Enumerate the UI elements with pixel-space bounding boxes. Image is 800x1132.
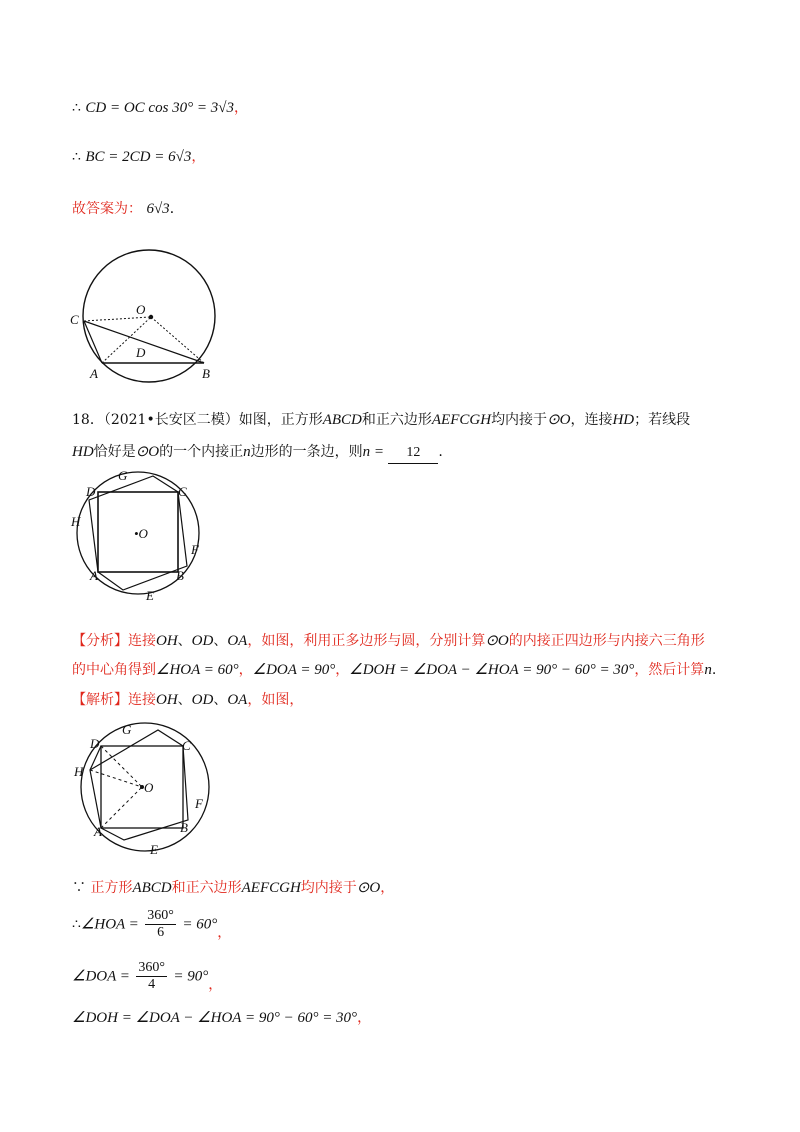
label-a: A [90, 568, 98, 583]
square-name: ABCD [132, 880, 172, 896]
center-point [149, 315, 153, 319]
circle-figure-2 [68, 466, 218, 606]
equation-hoa [72, 908, 231, 941]
separator: 、 [177, 633, 192, 649]
label-o: O [136, 302, 146, 317]
label-d: D [136, 345, 146, 360]
n-equals: n = [362, 444, 384, 460]
text: 正方形 [90, 880, 133, 896]
text: ，然后计算 [634, 662, 705, 678]
answer-blank: 12 [388, 443, 438, 464]
analysis-line-2 [72, 660, 716, 680]
because-line [72, 878, 394, 898]
question-18-line-2 [72, 442, 443, 464]
period: . [438, 444, 443, 460]
question-source: （2021•长安区二模） [103, 412, 239, 428]
circle-symbol: ⊙O [135, 444, 160, 460]
text: 如图，正方形 [238, 412, 323, 428]
label-e: E [146, 588, 154, 603]
fraction [136, 960, 167, 993]
label-c: C [70, 312, 79, 327]
label-b: B [176, 568, 184, 583]
text: 恰好是 [93, 444, 136, 460]
angle-hoa: ∠HOA = 60° [156, 662, 239, 678]
segment-hd: HD [612, 412, 635, 428]
solution-tag: 【解析】 [72, 692, 128, 708]
text: 的内接正四边形与内接六三角形 [508, 633, 705, 649]
label-a: A [90, 366, 98, 381]
label-o: •O [134, 526, 148, 541]
equation-doa [72, 960, 222, 993]
label-g: G [122, 722, 132, 737]
bc-formula: BC = 2CD = 6√3 [85, 149, 192, 165]
solution-line-bc [72, 147, 205, 167]
hexagon-name: AEFCGH [241, 880, 301, 896]
therefore-symbol: ∴ [72, 916, 81, 933]
label-c: C [178, 484, 187, 499]
numerator: 360° [138, 960, 165, 975]
period: ． [169, 201, 184, 217]
segment-oa [101, 787, 142, 828]
label-d: D [90, 736, 100, 751]
text: 和正六边形 [361, 412, 432, 428]
text: 连接 [128, 633, 156, 649]
text: 边形的一条边，则 [250, 444, 363, 460]
comma: ， [208, 976, 223, 993]
text: 的中心角得到 [72, 662, 156, 678]
cd-formula: CD = OC cos 30° = 3√3 [85, 100, 235, 116]
separator: 、 [213, 692, 228, 708]
circle-symbol: ⊙O [356, 880, 381, 896]
because-symbol: ∵ [72, 880, 86, 896]
label-h: H [71, 514, 81, 529]
period: . [711, 662, 717, 678]
comma: ， [335, 662, 350, 678]
numerator: 360° [147, 908, 174, 923]
variable-n: n [704, 662, 712, 678]
label-e: E [150, 842, 158, 857]
label-g: G [118, 468, 128, 483]
label-f: F [191, 542, 199, 557]
answer-value: 6√3 [146, 201, 170, 217]
segment-od: OD [191, 633, 214, 649]
text: 和正六边形 [171, 880, 242, 896]
text: ，连接 [570, 412, 613, 428]
denominator: 4 [148, 977, 156, 992]
segment-oh: OH [156, 633, 178, 649]
comma: ， [234, 100, 249, 116]
label-h: H [74, 764, 84, 779]
segment-oa: OA [227, 633, 248, 649]
angle-doa-lhs: ∠DOA = [72, 968, 130, 985]
angle-doa: ∠DOA = 90° [252, 662, 336, 678]
answer-line [72, 199, 184, 219]
text: ；若线段 [634, 412, 691, 428]
label-d: D [86, 484, 96, 499]
circle-symbol: ⊙O [485, 633, 509, 649]
solution-line-cd [72, 98, 248, 118]
square-name: ABCD [322, 412, 362, 428]
question-18-line-1 [72, 410, 690, 430]
circle-symbol: ⊙O [547, 412, 571, 428]
text: 的一个内接正 [159, 444, 244, 460]
comma: ， [238, 662, 253, 678]
variable-n: n [243, 444, 251, 460]
segment-od: OD [191, 692, 214, 708]
label-b: B [202, 366, 210, 381]
segment-ca [84, 321, 102, 363]
segment-co [84, 317, 151, 321]
label-b: B [180, 820, 188, 835]
angle-doh-formula: ∠DOH = ∠DOA − ∠HOA = 90° − 60° = 30° [72, 1010, 358, 1026]
label-a: A [94, 824, 102, 839]
comma: ， [191, 149, 206, 165]
text: 均内接于 [300, 880, 357, 896]
separator: 、 [213, 633, 228, 649]
text: 均内接于 [491, 412, 548, 428]
text: 连接 [128, 692, 156, 708]
therefore-symbol: ∴ [72, 149, 81, 165]
solution-line [72, 690, 303, 710]
circle-figure-1 [64, 248, 234, 388]
angle-doa-result: = 90° [173, 968, 209, 985]
answer-label: 故答案为： [72, 201, 142, 217]
segment-oh [90, 770, 142, 787]
circle-figure-3 [68, 712, 218, 860]
angle-doh: ∠DOH = ∠DOA − ∠HOA = 90° − 60° = 30° [349, 662, 635, 678]
analysis-line-1 [72, 631, 705, 651]
equation-doh [72, 1008, 371, 1028]
segment-bo [151, 317, 204, 363]
label-o: O [144, 780, 154, 795]
segment-oa: OA [227, 692, 248, 708]
comma: ， [357, 1010, 372, 1026]
label-f: F [195, 796, 203, 811]
fraction [145, 908, 176, 941]
analysis-tag: 【分析】 [72, 633, 128, 649]
comma: ， [217, 924, 232, 941]
label-c: C [182, 738, 191, 753]
hexagon-name: AEFCGH [431, 412, 492, 428]
comma: ， [380, 880, 395, 896]
text: ，如图， [247, 692, 304, 708]
segment-oh: OH [156, 692, 178, 708]
text: ，如图，利用正多边形与圆，分别计算 [247, 633, 486, 649]
separator: 、 [177, 692, 192, 708]
segment-hd: HD [72, 444, 94, 460]
denominator: 6 [157, 925, 165, 940]
angle-hoa-lhs: ∠HOA = [80, 916, 139, 933]
question-number: 18． [72, 412, 104, 428]
angle-hoa-result: = 60° [182, 916, 218, 933]
therefore-symbol: ∴ [72, 100, 81, 116]
